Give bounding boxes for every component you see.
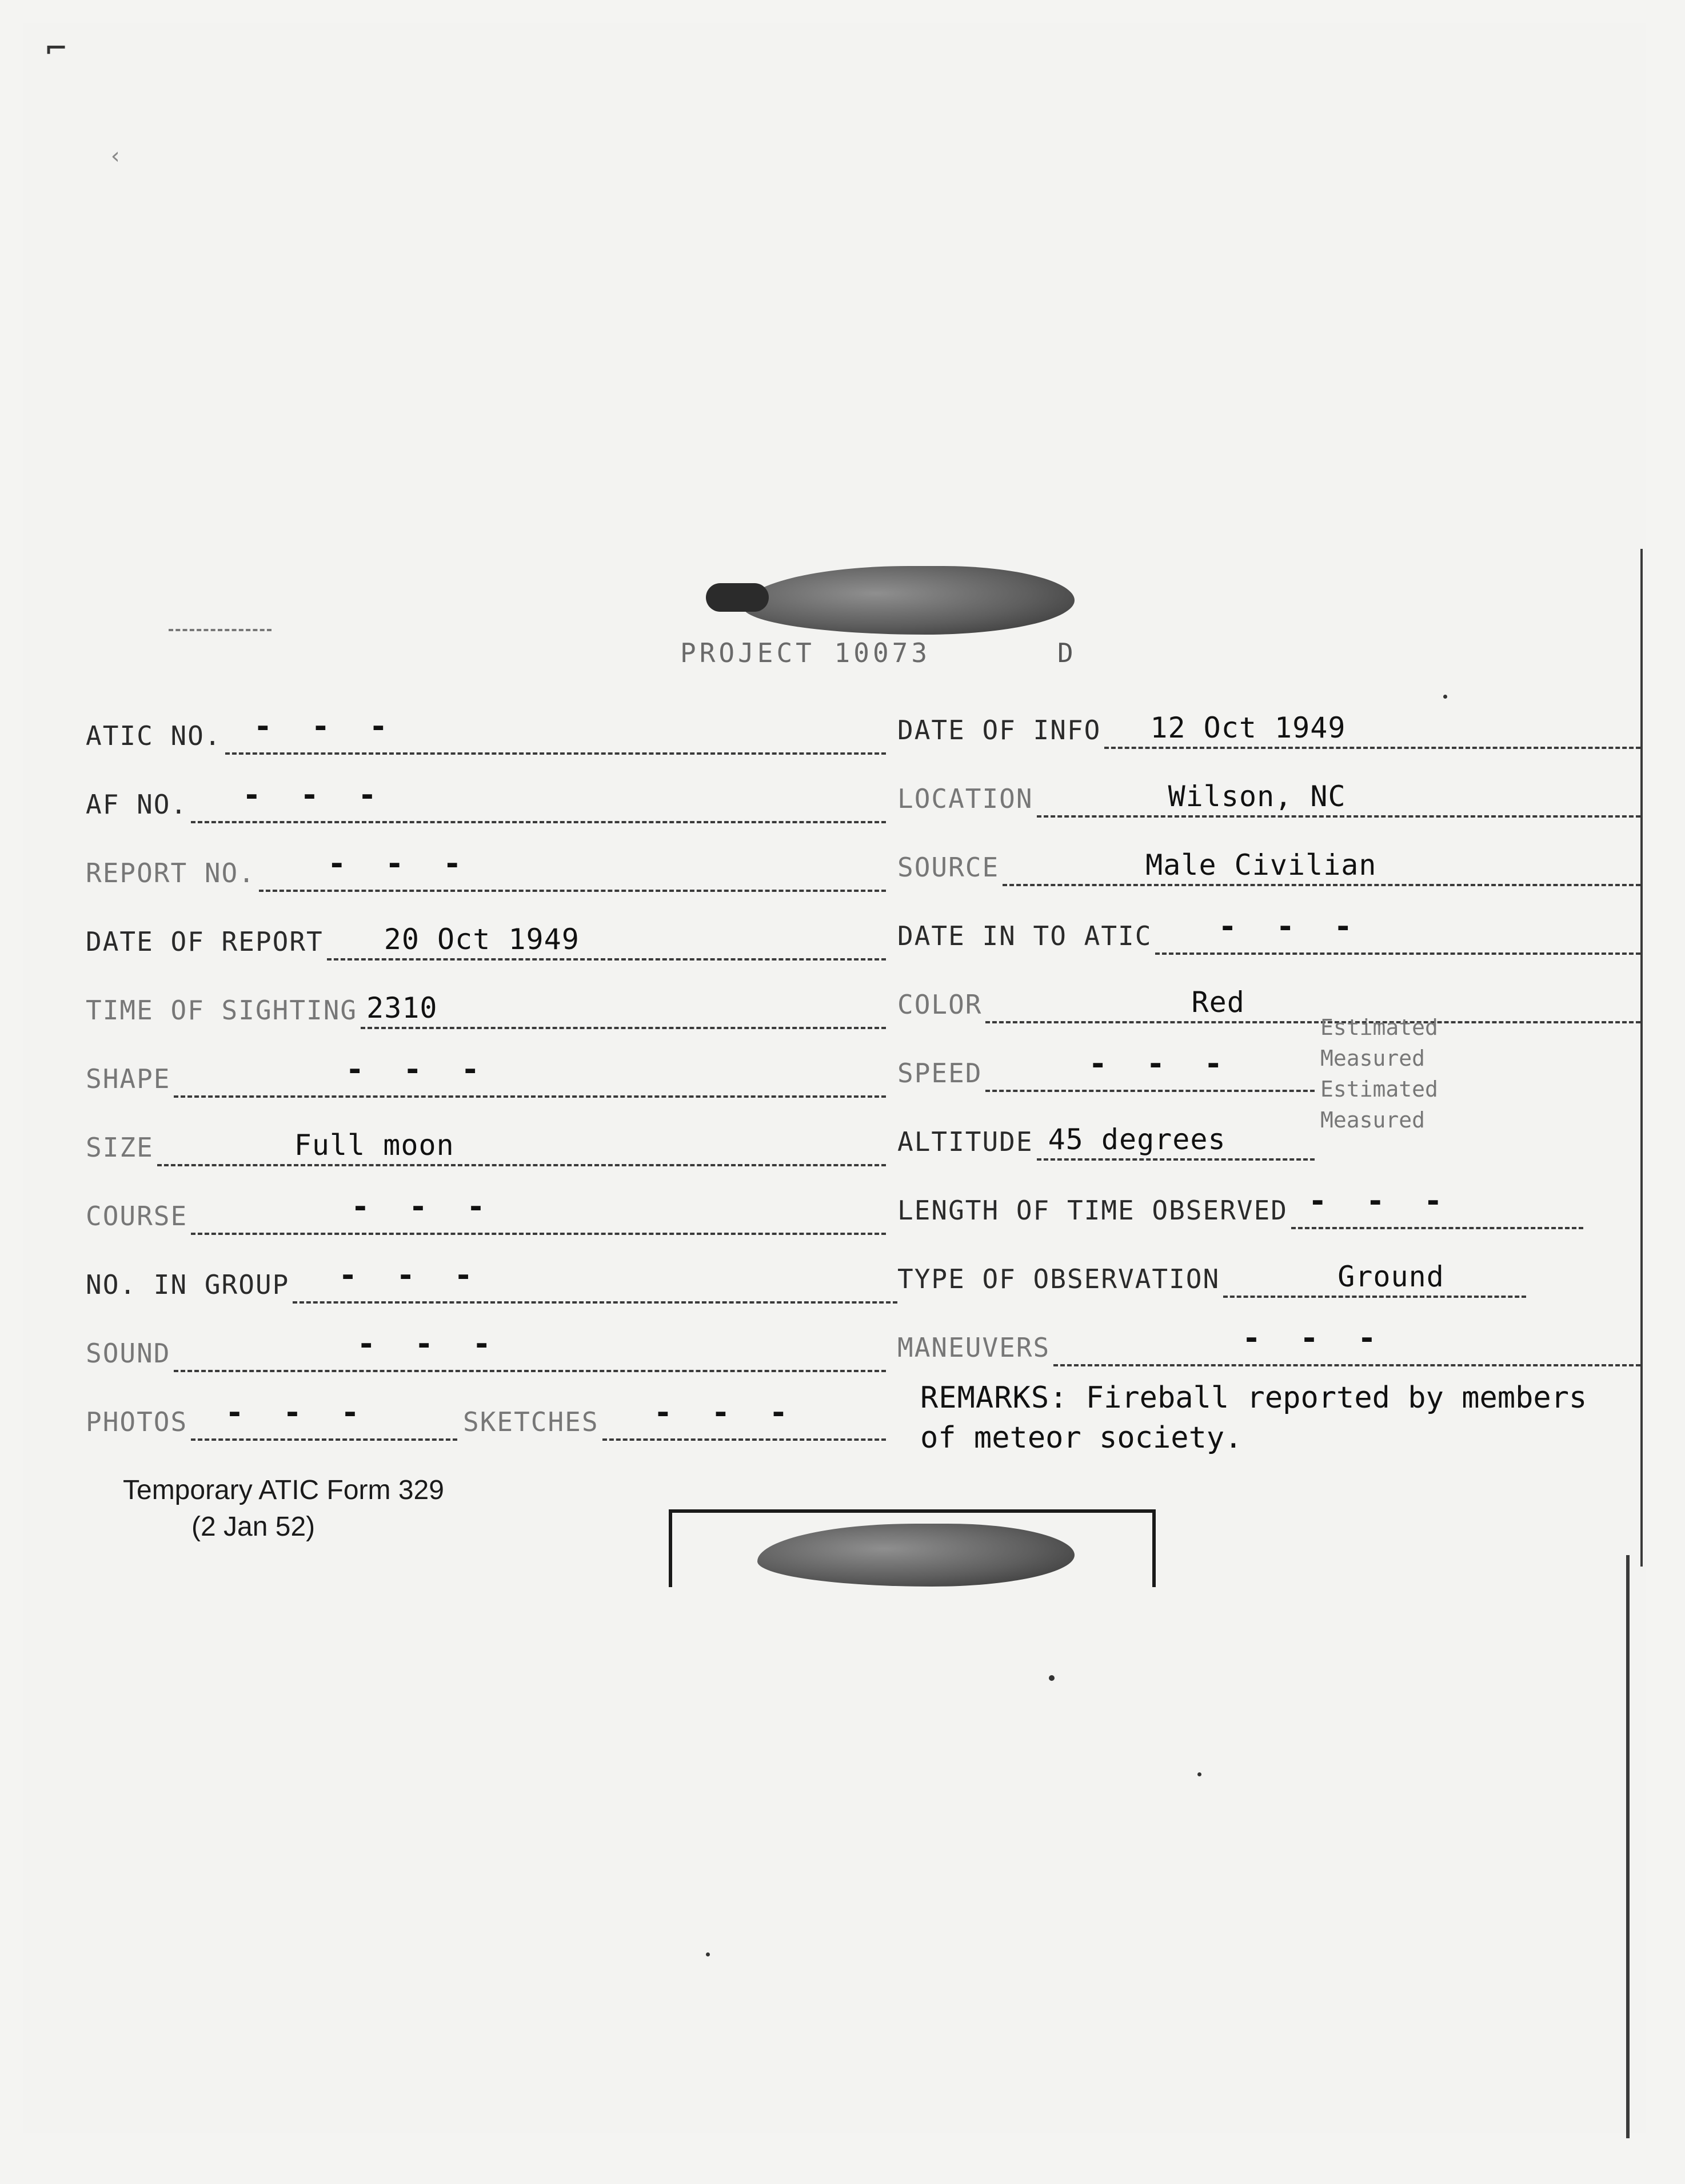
- af-number-value: - - -: [242, 777, 387, 813]
- photos-value: - - -: [225, 1394, 370, 1430]
- report-number-label: REPORT NO.: [86, 858, 255, 888]
- form-name: Temporary ATIC Form 329: [123, 1475, 444, 1505]
- report-number-value: - - -: [327, 846, 472, 882]
- corner-scan-mark-small: ‹: [109, 143, 123, 169]
- shape-field: [86, 1052, 886, 1098]
- size-label: SIZE: [86, 1132, 154, 1163]
- photos-label: PHOTOS: [86, 1406, 188, 1437]
- course-value: - - -: [351, 1189, 496, 1225]
- color-field: [897, 978, 1640, 1023]
- altitude-value: 45 degrees: [1048, 1123, 1226, 1156]
- atic-number-field: [86, 709, 886, 755]
- corner-scan-mark: ⌐: [46, 29, 67, 69]
- redaction-tab: [706, 583, 769, 612]
- photos-field: [86, 1395, 457, 1441]
- location-label: LOCATION: [897, 783, 1033, 814]
- date-in-to-atic-value: - - -: [1218, 908, 1363, 944]
- sketches-value: - - -: [653, 1394, 798, 1430]
- length-of-time-field: [897, 1183, 1583, 1229]
- length-of-time-value: - - -: [1308, 1183, 1453, 1219]
- remarks-text-2: of meteor society.: [920, 1421, 1243, 1455]
- speed-label: SPEED: [897, 1058, 983, 1089]
- remarks-text-1: Fireball reported by members: [1085, 1381, 1587, 1415]
- shape-label: SHAPE: [86, 1063, 171, 1094]
- sound-field: [86, 1326, 886, 1372]
- date-of-info-label: DATE OF INFO: [897, 715, 1101, 746]
- remarks-block: [920, 1378, 1606, 1458]
- form-identifier: [123, 1472, 444, 1545]
- course-field: [86, 1189, 886, 1235]
- report-number-field: [86, 846, 886, 892]
- scan-speck: [1197, 1772, 1201, 1776]
- document-page: [23, 23, 1646, 2133]
- type-of-observation-value: Ground: [1337, 1260, 1444, 1293]
- type-of-observation-field: [897, 1252, 1526, 1298]
- atic-number-label: ATIC NO.: [86, 720, 222, 751]
- maneuvers-label: MANEUVERS: [897, 1332, 1051, 1363]
- scan-speck: [1443, 695, 1447, 699]
- source-label: SOURCE: [897, 852, 1000, 883]
- form-date: (2 Jan 52): [191, 1512, 316, 1542]
- sound-label: SOUND: [86, 1338, 171, 1369]
- altitude-field: [897, 1115, 1315, 1161]
- date-of-report-label: DATE OF REPORT: [86, 926, 324, 957]
- speed-field: [897, 1046, 1315, 1092]
- sketches-field: [463, 1395, 886, 1441]
- date-in-to-atic-field: [897, 909, 1640, 955]
- project-title-tail: D: [1057, 637, 1073, 668]
- redaction-blot-header: [743, 566, 1075, 635]
- type-of-observation-label: TYPE OF OBSERVATION: [897, 1264, 1220, 1294]
- course-label: COURSE: [86, 1201, 188, 1232]
- size-value: Full moon: [294, 1129, 454, 1162]
- size-field: [86, 1121, 886, 1166]
- speed-measure-notes: [1320, 1012, 1438, 1135]
- sketches-label: SKETCHES: [463, 1406, 599, 1437]
- header-arrow: [169, 629, 271, 635]
- atic-number-value: - - -: [253, 708, 398, 744]
- scan-speck: [1049, 1675, 1055, 1681]
- date-of-info-value: 12 Oct 1949: [1150, 711, 1346, 744]
- page-edge-line-lower: [1626, 1555, 1630, 2138]
- remarks-label: REMARKS:: [920, 1381, 1068, 1415]
- af-number-field: [86, 778, 886, 823]
- time-of-sighting-value: 2310: [366, 991, 438, 1025]
- speed-value: - - -: [1088, 1046, 1233, 1082]
- altitude-label: ALTITUDE: [897, 1126, 1033, 1157]
- maneuvers-field: [897, 1321, 1640, 1366]
- speed-note-measured: Measured: [1320, 1046, 1426, 1071]
- color-label: COLOR: [897, 989, 983, 1020]
- remarks-line-1: [920, 1378, 1606, 1418]
- speed-note-estimated: Estimated: [1320, 1015, 1438, 1040]
- location-field: [897, 772, 1640, 818]
- number-in-group-value: - - -: [338, 1257, 483, 1293]
- sound-value: - - -: [357, 1326, 502, 1362]
- altitude-note-estimated: Estimated: [1320, 1077, 1438, 1102]
- number-in-group-label: NO. IN GROUP: [86, 1269, 290, 1300]
- number-in-group-field: [86, 1258, 897, 1304]
- location-value: Wilson, NC: [1168, 780, 1346, 813]
- date-of-report-field: [86, 915, 886, 961]
- maneuvers-value: - - -: [1242, 1320, 1387, 1356]
- date-of-info-field: [897, 703, 1640, 749]
- page-edge-line: [1640, 549, 1643, 1567]
- source-value: Male Civilian: [1145, 848, 1377, 882]
- altitude-note-measured: Measured: [1320, 1107, 1426, 1133]
- time-of-sighting-label: TIME OF SIGHTING: [86, 995, 358, 1026]
- date-in-to-atic-label: DATE IN TO ATIC: [897, 920, 1152, 951]
- length-of-time-label: LENGTH OF TIME OBSERVED: [897, 1195, 1288, 1226]
- af-number-label: AF NO.: [86, 789, 188, 820]
- shape-value: - - -: [345, 1051, 490, 1087]
- color-value: Red: [1191, 986, 1245, 1019]
- source-field: [897, 840, 1640, 886]
- time-of-sighting-field: [86, 983, 886, 1029]
- date-of-report-value: 20 Oct 1949: [384, 923, 580, 956]
- project-title: PROJECT 10073: [680, 637, 931, 668]
- scan-speck: [706, 1952, 710, 1956]
